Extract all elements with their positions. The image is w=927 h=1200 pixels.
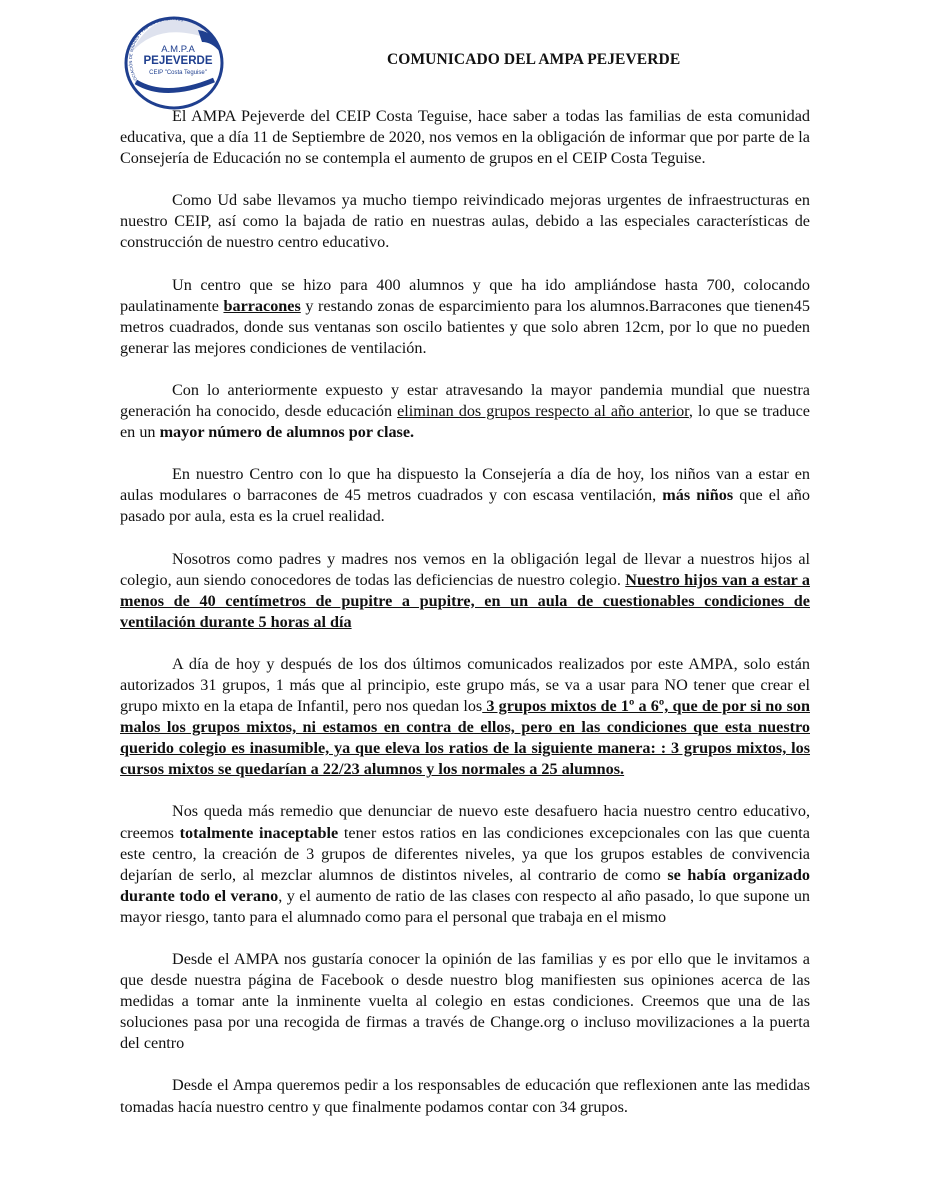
text-run: y restando zonas de esparcimiento para los alumnos.Barracones que tienen45 metros cuadrados, donde sus ventanas son oscilo batientes y que solo abren 12cm, por lo que no pueden generar las mejores condiciones de ventilación.	[120, 296, 810, 357]
emphasized-text: Nuestro hijos van a estar a menos de 40 centímetros de pupitre a pupitre, en un aula de cuestionables condiciones de ventilación durante 5 horas al día	[120, 570, 810, 631]
paragraph	[120, 106, 810, 169]
text-run: Con lo anteriormente expuesto y estar atravesando la mayor pandemia mundial que nuestra generación ha conocido, desde educación	[120, 380, 810, 421]
emphasized-text: mayor número de alumnos por clase.	[159, 423, 415, 442]
emphasized-text: se había organizado durante todo el verano	[120, 865, 810, 905]
text-run: tener estos ratios en las condiciones excepcionales con las que cuenta este centro, la creación de 3 grupos de diferentes niveles, ya que los grupos estables de convivencia dejarían de serlo, al mezclar alumnos de distintos niveles, al contrario de como	[120, 823, 810, 884]
text-run: Un centro que se hizo para 400 alumnos y que ha ido ampliándose hasta 700, colocando paulatinamente	[120, 275, 810, 315]
paragraph	[120, 464, 810, 527]
emphasized-text: 3 grupos mixtos de 1º a 6º, que de por si no son malos los grupos mixtos, ni estamos en contra de ellos, pero en las condiciones que esta nuestro querido colegio es inasumible, ya que eleva los ratios de la siguiente manera: : 3 grupos mixtos, los cursos mixtos se quedarían a 22/23 alumnos y los normales a 25 alumnos.	[120, 697, 810, 779]
text-run: A día de hoy y después de los dos últimos comunicados realizados por este AMPA, solo están autorizados 31 grupos, 1 más que al principio, este grupo más, se va a usar para NO tener que crear el grupo mixto en la etapa de Infantil, pero nos quedan los	[120, 654, 810, 716]
text-run: , lo que se traduce en un	[120, 402, 810, 442]
text-run: Nos queda más remedio que denunciar de nuevo este desafuero hacia nuestro centro educativo, creemos	[120, 802, 810, 842]
ampa-pejeverde-logo	[120, 12, 228, 114]
emphasized-text: eliminan dos grupos respecto al año anterior	[397, 402, 689, 421]
logo-ring-text: ASOCIACIÓN DE MADRES Y PADRES DE ALUMNOS	[127, 15, 184, 87]
emphasized-text: totalmente inaceptable	[179, 823, 339, 842]
text-run: que el año pasado por aula, esta es la cruel realidad.	[120, 486, 810, 526]
text-run: Nosotros como padres y madres nos vemos en la obligación legal de llevar a nuestros hijos al colegio, aun siendo conocedores de todas las deficiencias de nuestro colegio.	[120, 549, 810, 589]
text-run: El AMPA Pejeverde del CEIP Costa Teguise, hace saber a todas las familias de esta comunidad educativa, que a día 11 de Septiembre de 2020, nos vemos en la obligación de informar que por parte de la Consejería de Educación no se contempla el aumento de grupos en el CEIP Costa Teguise.	[120, 107, 810, 168]
text-run: Desde el Ampa queremos pedir a los responsables de educación que reflexionen ante las medidas tomadas hacía nuestro centro y que finalmente podamos contar con 34 grupos.	[120, 1076, 810, 1116]
document-body	[120, 106, 810, 1139]
paragraph	[120, 549, 810, 633]
text-run: En nuestro Centro con lo que ha dispuesto la Consejería a día de hoy, los niños van a estar en aulas modulares o barracones de 45 metros cuadrados y con escasa ventilación,	[120, 465, 810, 505]
text-run: Desde el AMPA nos gustaría conocer la opinión de las familias y es por ello que le invitamos a que desde nuestra página de Facebook o desde nuestro blog manifiesten sus opiniones acerca de las medidas a tomar ante la inminente vuelta al colegio en estas condiciones. Creemos que una de las soluciones pasa por una recogida de firmas a través de Change.org o incluso movilizaciones a la puerta del centro	[120, 950, 810, 1053]
paragraph	[120, 380, 810, 443]
paragraph	[120, 654, 810, 781]
text-run: , y el aumento de ratio de las clases con respecto al año pasado, lo que supone un mayor riesgo, tanto para el alumnado como para el personal que trabaja en el mismo	[120, 886, 811, 926]
paragraph	[120, 949, 810, 1054]
logo-line1: A.M.P.A	[161, 44, 195, 55]
logo-line3: CEIP "Costa Teguise"	[149, 70, 207, 76]
text-run: Como Ud sabe llevamos ya mucho tiempo reivindicado mejoras urgentes de infraestructuras en nuestro CEIP, así como la bajada de ratio en nuestras aulas, debido a las especiales características de construcción de nuestro centro educativo.	[120, 191, 810, 252]
document-title: COMUNICADO DEL AMPA PEJEVERDE	[387, 51, 681, 68]
paragraph	[120, 801, 810, 928]
logo-line2: PEJEVERDE	[143, 55, 213, 67]
paragraph	[120, 190, 810, 253]
paragraph	[120, 1075, 810, 1117]
emphasized-text: barracones	[223, 296, 301, 315]
paragraph	[120, 275, 810, 359]
emphasized-text: más niños	[662, 486, 734, 505]
